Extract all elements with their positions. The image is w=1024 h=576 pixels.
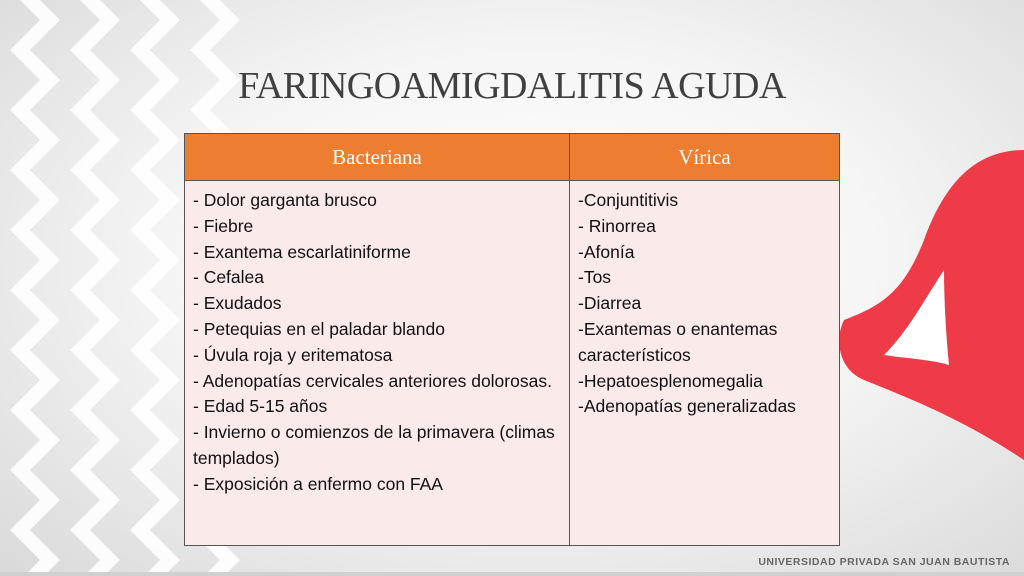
list-item: - Rinorrea (578, 215, 656, 236)
header-bacteriana: Bacteriana (185, 134, 570, 181)
table-header-row (185, 134, 840, 181)
header-virica: Vírica (570, 134, 840, 181)
list-item: - Fiebre (193, 215, 254, 236)
list-item: - Petequias en el paladar blando (193, 318, 445, 339)
list-item: -Tos (578, 267, 612, 288)
list-item: -Exantemas o enantemas característicos (578, 318, 778, 365)
list-item: - Adenopatías cervicales anteriores dolorosas. (193, 370, 552, 391)
list-item: - Exantema escarlatiniforme (193, 241, 411, 262)
list-item: - Invierno o comienzos de la primavera (climas templados) (193, 422, 555, 468)
bacteriana-cell (185, 181, 570, 546)
footer-divider (0, 572, 1024, 576)
list-item: -Adenopatías generalizadas (578, 396, 796, 417)
list-item: - Exudados (193, 293, 282, 314)
list-item: - Úvula roja y eritematosa (193, 344, 393, 365)
list-item: -Conjuntitivis (578, 190, 679, 210)
university-footer: UNIVERSIDAD PRIVADA SAN JUAN BAUTISTA (758, 556, 1010, 568)
list-item: - Edad 5-15 años (193, 396, 328, 417)
bacteriana-list (193, 188, 561, 498)
list-item: - Exposición a enfermo con FAA (193, 473, 443, 494)
list-item: - Cefalea (193, 267, 265, 288)
list-item: - Dolor garganta brusco (193, 190, 377, 210)
page-title: FARINGOAMIGDALITIS AGUDA (238, 65, 786, 107)
list-item: -Hepatoesplenomegalia (578, 370, 763, 391)
virica-list (578, 188, 831, 420)
list-item: -Diarrea (578, 293, 642, 314)
comparison-table (184, 133, 840, 546)
virica-cell (570, 181, 840, 546)
table-row (185, 181, 840, 546)
list-item: -Afonía (578, 241, 635, 262)
